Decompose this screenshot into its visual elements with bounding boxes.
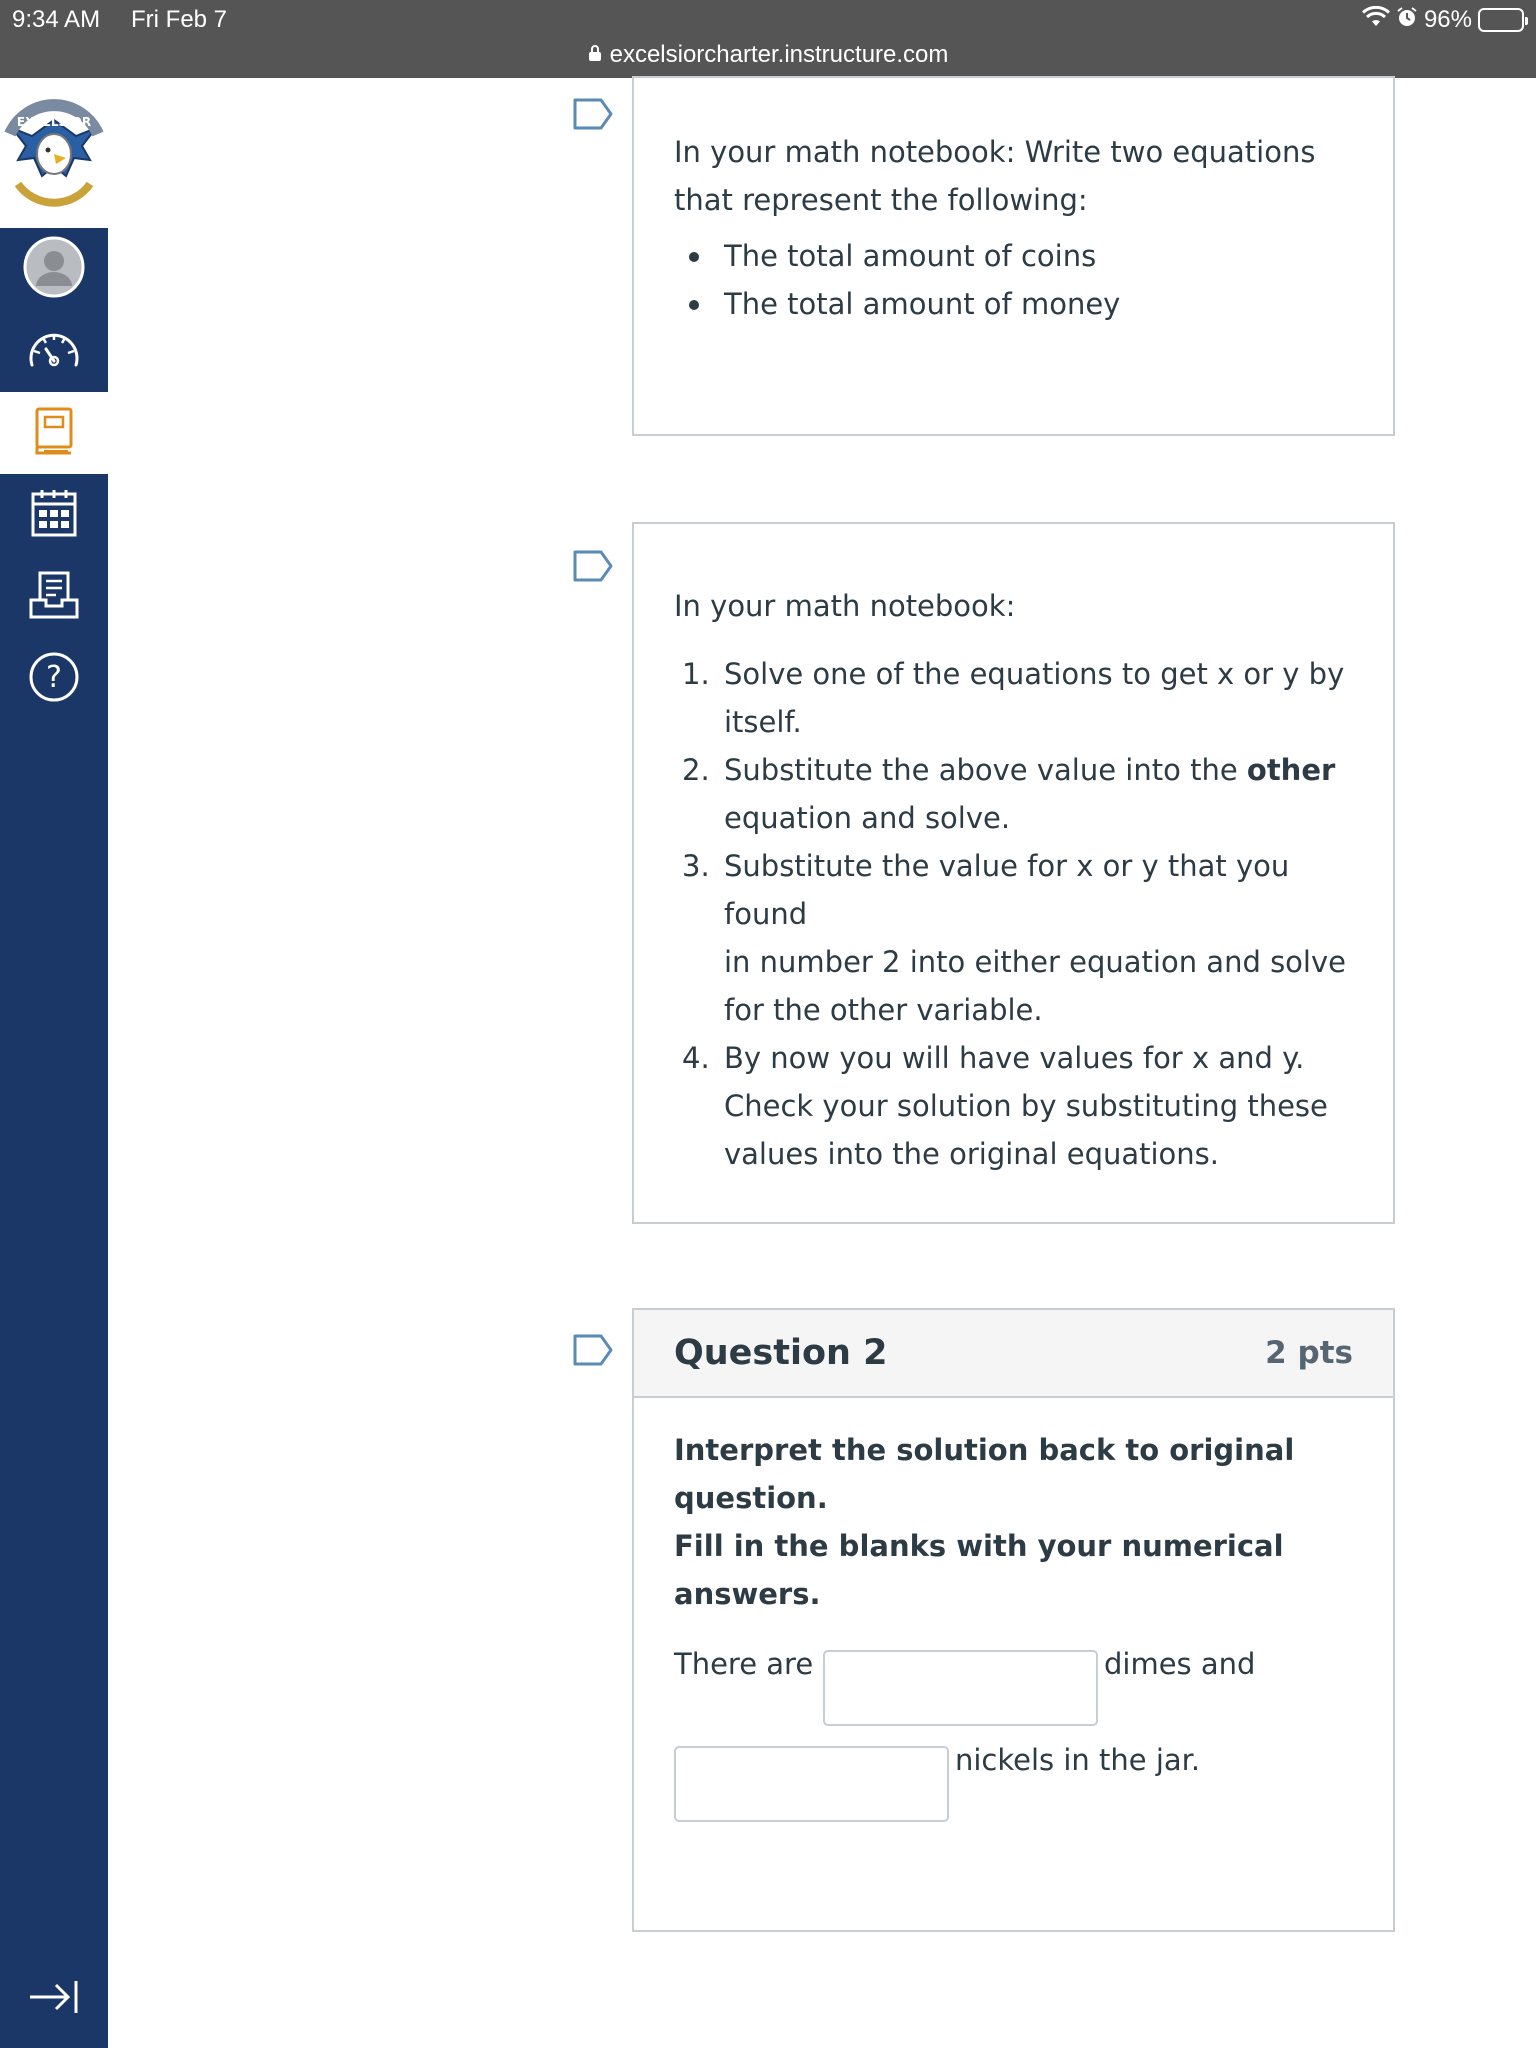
calendar-icon[interactable] [30,488,78,543]
status-indicators [1362,4,1524,36]
text-block-equations [632,76,1395,436]
dashboard-gauge-icon[interactable] [26,329,82,374]
question-points: 2 pts [1265,1335,1353,1371]
step-item: 1. Solve one of the equations to get x or y by itself. [682,657,1345,739]
question-prompt-line1: Interpret the solution back to original question. [674,1433,1295,1515]
flag-question-icon[interactable] [573,98,613,135]
step-item: 2. Substitute the above value into the other equation and solve. [682,753,1336,835]
alarm-icon [1396,6,1418,35]
question-title: Question 2 [674,1333,888,1373]
flag-question-icon[interactable] [573,1334,613,1371]
url-bar[interactable] [0,38,1536,72]
block1-intro-line2: that represent the following: [674,183,1088,217]
url-domain[interactable]: excelsiorcharter.instructure.com [609,41,949,68]
block2-intro: In your math notebook: [674,589,1016,623]
ios-status-bar [0,0,1536,78]
question-2 [632,1308,1395,1932]
dimes-answer-input[interactable] [823,1650,1098,1726]
fill-text-there-are: There are [674,1647,814,1681]
nav-help[interactable] [0,638,108,720]
global-nav [0,78,108,2048]
eagle-logo-icon [4,98,104,208]
nav-collapse[interactable] [0,1958,108,2040]
status-date: Fri Feb 7 [131,6,228,33]
step-item: 3. Substitute the value for x or y that you found in number 2 into either equation and solve for the other variable. [682,849,1346,1027]
nav-calendar[interactable] [0,474,108,556]
battery-icon [1478,8,1524,32]
collapse-arrow-icon[interactable] [28,1979,80,2020]
wifi-icon [1362,6,1390,35]
svg-text:EXCELSIOR: EXCELSIOR [16,115,92,129]
nav-dashboard[interactable] [0,310,108,392]
fill-text-dimes-and: dimes and [1104,1647,1256,1681]
bullet-item: The total amount of money [674,280,1353,328]
status-time: 9:34 AM [12,6,101,33]
bullet-item: The total amount of coins [674,232,1353,280]
text-block-steps [632,522,1395,1224]
help-circle-icon[interactable] [28,651,80,708]
inbox-icon[interactable] [28,570,80,625]
step-item: 4. By now you will have values for x and y. Check your solution by substituting these values into the original equations. [682,1041,1328,1171]
question-prompt-line2: Fill in the blanks with your numerical answers. [674,1529,1284,1611]
battery-percent: 96% [1423,6,1472,33]
block1-intro-line1: In your math notebook: Write two equations [674,135,1316,169]
book-icon[interactable] [32,406,76,461]
fill-text-nickels: nickels in the jar. [955,1743,1201,1777]
user-avatar-icon[interactable] [23,236,85,303]
nav-courses[interactable] [0,392,108,474]
question-header [634,1310,1393,1398]
flag-question-icon[interactable] [573,550,613,587]
svg-text:?: ? [46,659,62,695]
steps-list [674,650,1353,1178]
nickels-answer-input[interactable] [674,1746,949,1822]
nav-account[interactable] [0,228,108,310]
nav-inbox[interactable] [0,556,108,638]
emphasis-other: other [1246,753,1336,787]
lock-icon [588,41,602,69]
quiz-content [108,78,1536,2048]
school-logo[interactable] [0,78,108,228]
